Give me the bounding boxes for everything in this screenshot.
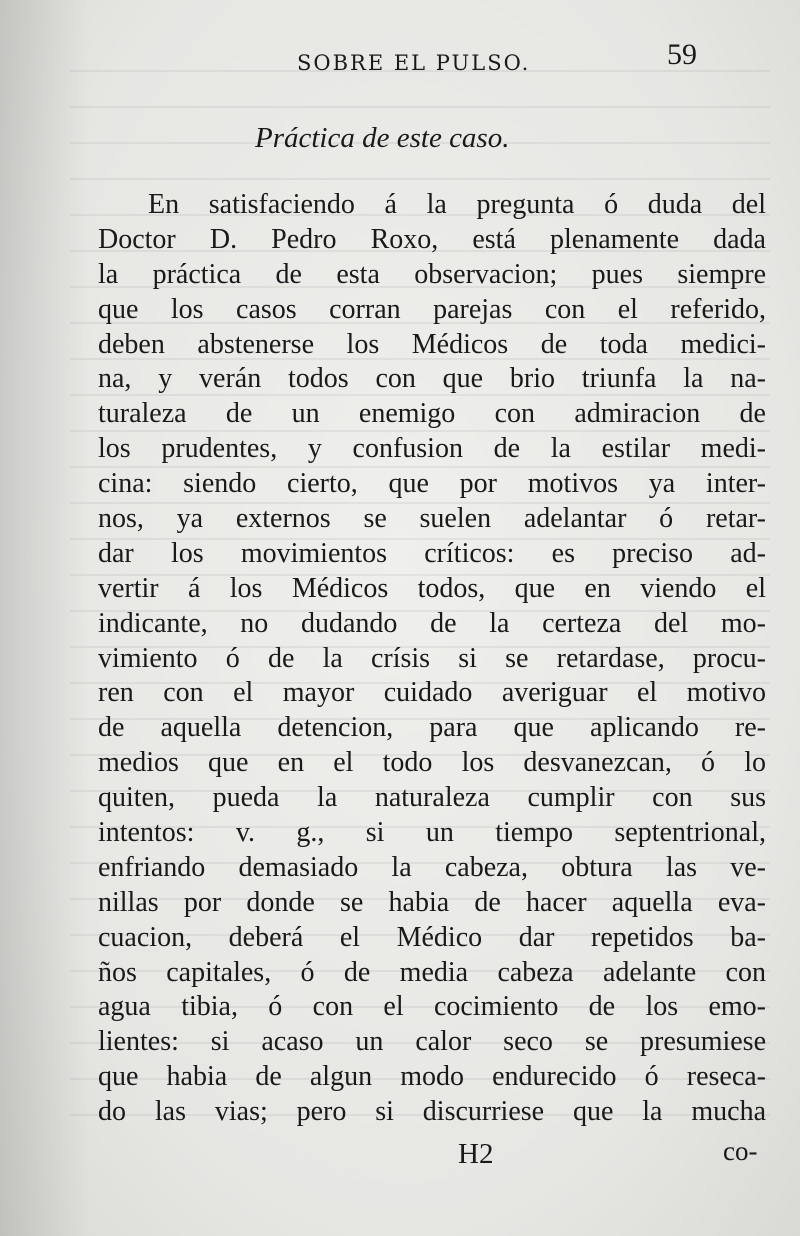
text-line: que habia de algun modo endurecido ó reseca- (98, 1061, 766, 1093)
signature-mark: H2 (458, 1138, 494, 1170)
text-line: intentos: v. g., si un tiempo septentrional, (98, 817, 766, 849)
text-line: nos, ya externos se suelen adelantar ó retar- (98, 503, 766, 535)
text-line: lientes: si acaso un calor seco se presumiese (98, 1026, 766, 1058)
text-line: cuacion, deberá el Médico dar repetidos ba- (98, 921, 766, 953)
text-line: quiten, pueda la naturaleza cumplir con sus (98, 782, 766, 814)
body-text (98, 188, 766, 1130)
section-title: Práctica de este caso. (255, 122, 510, 154)
text-line: vertir á los Médicos todos, que en viendo el (98, 572, 766, 604)
text-line: indicante, no dudando de la certeza del mo- (98, 607, 766, 639)
text-line: dar los movimientos críticos: es preciso ad- (98, 537, 766, 569)
text-line: do las vias; pero si discurriese que la mucha (98, 1096, 766, 1128)
gutter-shadow (0, 0, 90, 1236)
text-line: turaleza de un enemigo con admiracion de (98, 398, 766, 430)
text-line: deben abstenerse los Médicos de toda medici- (98, 328, 766, 360)
catchword: co- (723, 1136, 758, 1166)
text-line: de aquella detencion, para que aplicando re- (98, 712, 766, 744)
running-head: SOBRE EL PULSO. (297, 51, 531, 75)
text-line: enfriando demasiado la cabeza, obtura las ve- (98, 851, 766, 883)
text-line: ren con el mayor cuidado averiguar el motivo (98, 677, 766, 709)
text-line: los prudentes, y confusion de la estilar medi- (98, 433, 766, 465)
text-line: Doctor D. Pedro Roxo, está plenamente dada (98, 223, 766, 255)
text-line: ños capitales, ó de media cabeza adelante con (98, 956, 766, 988)
text-line: la práctica de esta observacion; pues siempre (98, 258, 766, 290)
text-line: cina: siendo cierto, que por motivos ya inter- (98, 468, 766, 500)
page-number: 59 (667, 38, 697, 71)
text-line: vimiento ó de la crísis si se retardase, procu- (98, 642, 766, 674)
text-line: medios que en el todo los desvanezcan, ó lo (98, 747, 766, 779)
text-line: nillas por donde se habia de hacer aquella eva- (98, 886, 766, 918)
text-line: na, y verán todos con que brio triunfa la na- (98, 363, 766, 395)
text-line: En satisfaciendo á la pregunta ó duda del (148, 189, 766, 220)
text-line: agua tibia, ó con el cocimiento de los emo- (98, 991, 766, 1023)
text-line: que los casos corran parejas con el referido, (98, 293, 766, 325)
